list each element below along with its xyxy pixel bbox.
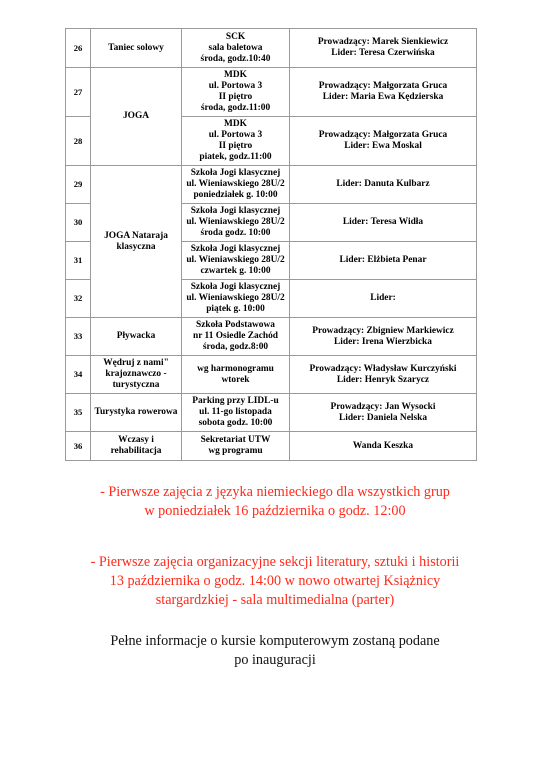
place-line: Szkoła Jogi klasycznej: [190, 282, 281, 292]
leader-line: Lider: Irena Wierzbicka: [334, 336, 432, 347]
leader-line: Lider: Daniela Nelska: [338, 412, 428, 423]
group-name: [91, 394, 182, 432]
table-row: [66, 356, 477, 394]
schedule-table: [65, 28, 477, 461]
place-line: środa, godz.10:40: [200, 53, 271, 64]
notice-line: w poniedziałek 16 października o godz. 12:00: [144, 503, 406, 519]
table-row: [66, 68, 477, 117]
row-number: 28: [66, 117, 91, 166]
leaders: [290, 166, 477, 204]
row-number: 26: [66, 29, 91, 68]
row-number: 30: [66, 204, 91, 242]
place-line: poniedziałek g. 10:00: [193, 190, 278, 200]
place-line: wg harmonogramu: [197, 363, 274, 374]
group-name-line: JOGA: [122, 111, 150, 121]
place-line: wtorek: [221, 374, 250, 385]
place-line: II piętro: [218, 92, 253, 102]
place-line: piatek, godz.11:00: [199, 152, 272, 162]
place-line: wg programu: [208, 446, 263, 456]
group-name: [91, 29, 182, 68]
leader-line: Prowadzący: Marek Sienkiewicz: [317, 37, 449, 47]
place-time: [182, 432, 290, 461]
place-line: ul. Wieniawskiego 28U/2: [186, 179, 285, 189]
leader-line: Lider: Elżbieta Penar: [339, 255, 427, 265]
place-time: [182, 68, 290, 117]
row-number: 32: [66, 280, 91, 318]
place-line: sala baletowa: [208, 42, 263, 53]
table-row: [66, 318, 477, 356]
notice-line: - Pierwsze zajęcia z języka niemieckiego dla wszystkich grup: [100, 484, 450, 500]
place-line: ul. 11-go listopada: [199, 407, 272, 417]
group-name: [91, 356, 182, 394]
group-name-line: Turystyka rowerowa: [94, 407, 178, 417]
leaders: [290, 356, 477, 394]
leaders: [290, 318, 477, 356]
group-name-line: Pływacka: [116, 331, 156, 341]
place-line: piątek g. 10:00: [206, 304, 265, 314]
group-name: [91, 166, 182, 318]
table-row: [66, 432, 477, 461]
group-name: [91, 68, 182, 166]
group-name-line: Taniec solowy: [108, 42, 164, 53]
computer-course-notice: [0, 632, 550, 670]
notice-line: 13 października o godz. 14:00 w nowo otwartej Książnicy: [109, 573, 441, 589]
leader-line: Lider: Teresa Widła: [342, 217, 424, 227]
group-name-line: Wędruj z nami": [103, 358, 169, 368]
place-time: [182, 29, 290, 68]
group-name-line: klasyczna: [116, 241, 156, 252]
place-time: [182, 318, 290, 356]
place-line: Szkoła Podstawowa: [196, 320, 275, 330]
leader-line: Prowadzący: Małgorzata Gruca: [318, 130, 448, 140]
group-name: [91, 318, 182, 356]
place-line: środa, godz.11:00: [200, 103, 271, 113]
place-time: [182, 356, 290, 394]
place-line: środa, godz.8:00: [202, 342, 269, 352]
group-name-line: Wczasy i: [118, 435, 154, 445]
place-time: [182, 117, 290, 166]
leader-line: Lider: Henryk Szarycz: [336, 374, 430, 385]
place-line: czwartek g. 10:00: [200, 266, 271, 276]
row-number: 36: [66, 432, 91, 461]
place-line: Sekretariat UTW: [200, 435, 271, 445]
notice-line: po inauguracji: [234, 652, 316, 668]
leader-line: Prowadzący: Władysław Kurczyński: [309, 363, 457, 374]
table-row: [66, 166, 477, 204]
place-time: [182, 280, 290, 318]
group-name-line: krajoznawczo -: [105, 369, 167, 379]
place-line: sobota godz. 10:00: [198, 418, 273, 428]
group-name-line: turystyczna: [112, 380, 160, 390]
place-line: ul. Portowa 3: [208, 130, 263, 140]
leader-line: Lider:: [370, 293, 396, 303]
german-class-notice: [0, 483, 550, 521]
group-name-line: rehabilitacja: [110, 446, 162, 456]
place-time: [182, 394, 290, 432]
leaders: [290, 204, 477, 242]
table-row: [66, 394, 477, 432]
row-number: 33: [66, 318, 91, 356]
place-line: Szkoła Jogi klasycznej: [190, 168, 281, 178]
place-line: Szkoła Jogi klasycznej: [190, 206, 281, 216]
row-number: 34: [66, 356, 91, 394]
leader-line: Lider: Teresa Czerwińska: [331, 48, 435, 58]
leaders: [290, 280, 477, 318]
leader-line: Prowadzący: Zbigniew Markiewicz: [312, 325, 454, 336]
place-line: MDK: [224, 119, 247, 129]
notice-line: Pełne informacje o kursie komputerowym zostaną podane: [110, 633, 440, 649]
notice-line: stargardzkiej - sala multimedialna (parter): [155, 592, 395, 608]
place-line: ul. Portowa 3: [208, 81, 263, 91]
leaders: [290, 29, 477, 68]
place-line: ul. Wieniawskiego 28U/2: [186, 217, 285, 227]
row-number: 29: [66, 166, 91, 204]
place-line: nr 11 Osiedle Zachód: [193, 331, 278, 341]
place-time: [182, 242, 290, 280]
leaders: [290, 432, 477, 461]
leaders: [290, 117, 477, 166]
row-number: 27: [66, 68, 91, 117]
place-line: SCK: [225, 31, 246, 42]
leader-line: Wanda Keszka: [352, 440, 414, 451]
sections-meeting-notice: [0, 553, 550, 610]
place-line: ul. Wieniawskiego 28U/2: [186, 255, 285, 265]
place-line: Szkoła Jogi klasycznej: [190, 244, 281, 254]
leader-line: Lider: Maria Ewa Kędzierska: [322, 92, 444, 102]
place-line: MDK: [224, 70, 247, 80]
leader-line: Prowadzący: Jan Wysocki: [330, 401, 436, 412]
leaders: [290, 68, 477, 117]
place-line: ul. Wieniawskiego 28U/2: [186, 293, 285, 303]
place-line: II piętro: [218, 141, 253, 151]
group-name: [91, 432, 182, 461]
row-number: 35: [66, 394, 91, 432]
group-name-line: JOGA Nataraja: [104, 230, 168, 241]
notice-line: - Pierwsze zajęcia organizacyjne sekcji literatury, sztuki i historii: [90, 554, 460, 570]
place-line: Parking przy LIDL-u: [192, 396, 279, 406]
leader-line: Lider: Ewa Moskal: [344, 141, 422, 151]
leader-line: Prowadzący: Małgorzata Gruca: [318, 81, 448, 91]
row-number: 31: [66, 242, 91, 280]
leaders: [290, 242, 477, 280]
leaders: [290, 394, 477, 432]
place-line: środa godz. 10:00: [200, 228, 271, 238]
leader-line: Lider: Danuta Kulbarz: [336, 179, 430, 189]
place-time: [182, 204, 290, 242]
table-row: [66, 29, 477, 68]
place-time: [182, 166, 290, 204]
